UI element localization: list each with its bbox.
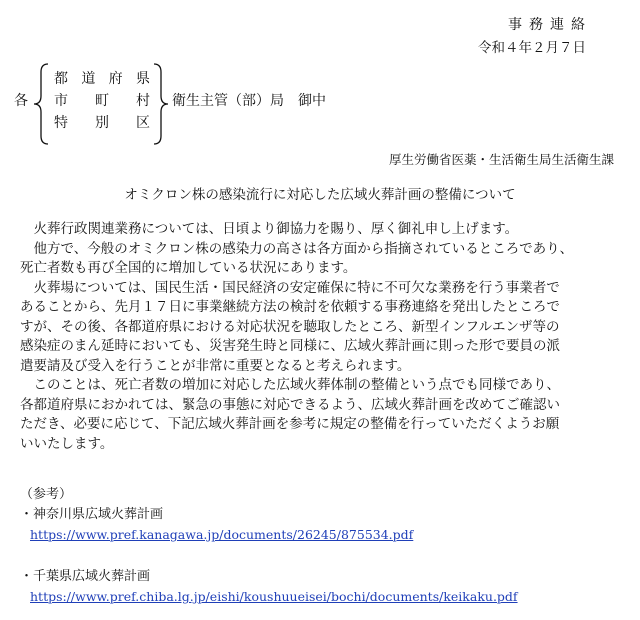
body-line: いいたします。	[20, 435, 114, 452]
document-subject: オミクロン株の感染流行に対応した広域火葬計画の整備について	[124, 187, 516, 203]
body-text	[20, 220, 620, 454]
reference-item-chiba	[20, 567, 620, 607]
right-brace-icon	[150, 62, 170, 146]
reference-link-chiba[interactable]: https://www.pref.chiba.lg.jp/eishi/koushuueisei/bochi/documents/keikaku.pdf	[30, 589, 518, 604]
addressee-item-municipalities: 市 町 村	[54, 93, 150, 109]
addressee-prefix: 各	[14, 93, 28, 109]
reference-title: ・千葉県広域火葬計画	[20, 569, 151, 584]
body-line: 感染症のまん延時においても、災害発生時と同様に、広域火葬計画に則った形で要員の派	[20, 338, 560, 354]
document-date: 令和４年２月７日	[478, 40, 586, 56]
body-line: ただき、必要に応じて、下記広域火葬計画を参考に規定の整備を行っていただくようお願	[20, 416, 560, 432]
addressee-item-special-wards: 特 別 区	[54, 115, 150, 131]
addressee-list	[54, 68, 150, 134]
reference-link-kanagawa[interactable]: https://www.pref.kanagawa.jp/documents/26245/875534.pdf	[30, 527, 414, 542]
body-line: 火葬場については、国民生活・国民経済の安定確保に特に不可欠な業務を行う事業者で	[20, 279, 560, 296]
body-line: 他方で、今般のオミクロン株の感染力の高さは各方面から指摘されているところであり、	[20, 240, 574, 257]
body-line: このことは、死亡者数の増加に対応した広域火葬体制の整備という点でも同様であり、	[20, 377, 560, 393]
body-line: 各都道府県におかれては、緊急の事態に対応できるよう、広域火葬計画を改めてご確認い	[20, 396, 560, 413]
body-line: すが、その後、各都道府県における対応状況を聴取したところ、新型インフルエンザ等の	[20, 318, 560, 335]
body-line: 遣要請及び受入を行うことが非常に重要となると考えられます。	[20, 357, 411, 374]
reference-item-kanagawa	[20, 505, 620, 545]
sender-department: 厚生労働省医薬・生活衛生局生活衛生課	[388, 152, 614, 167]
body-line: あることから、先月１７日に事業継続方法の検討を依頼する事務連絡を発出したところで	[20, 299, 560, 315]
body-line: 火葬行政関連業務については、日頃より御協力を賜り、厚く御礼申し上げます。	[20, 221, 519, 237]
left-brace-icon	[32, 62, 52, 146]
body-line: 死亡者数も再び全国的に増加している状況にあります。	[20, 260, 357, 276]
addressee-item-prefectures: 都 道 府 県	[54, 71, 150, 87]
reference-title: ・神奈川県広域火葬計画	[20, 507, 164, 522]
references-heading: （参考）	[20, 487, 73, 502]
addressee-suffix: 衛生主管（部）局 御中	[172, 93, 326, 109]
document-type-label: 事務連絡	[508, 17, 592, 33]
references-section	[20, 485, 620, 607]
